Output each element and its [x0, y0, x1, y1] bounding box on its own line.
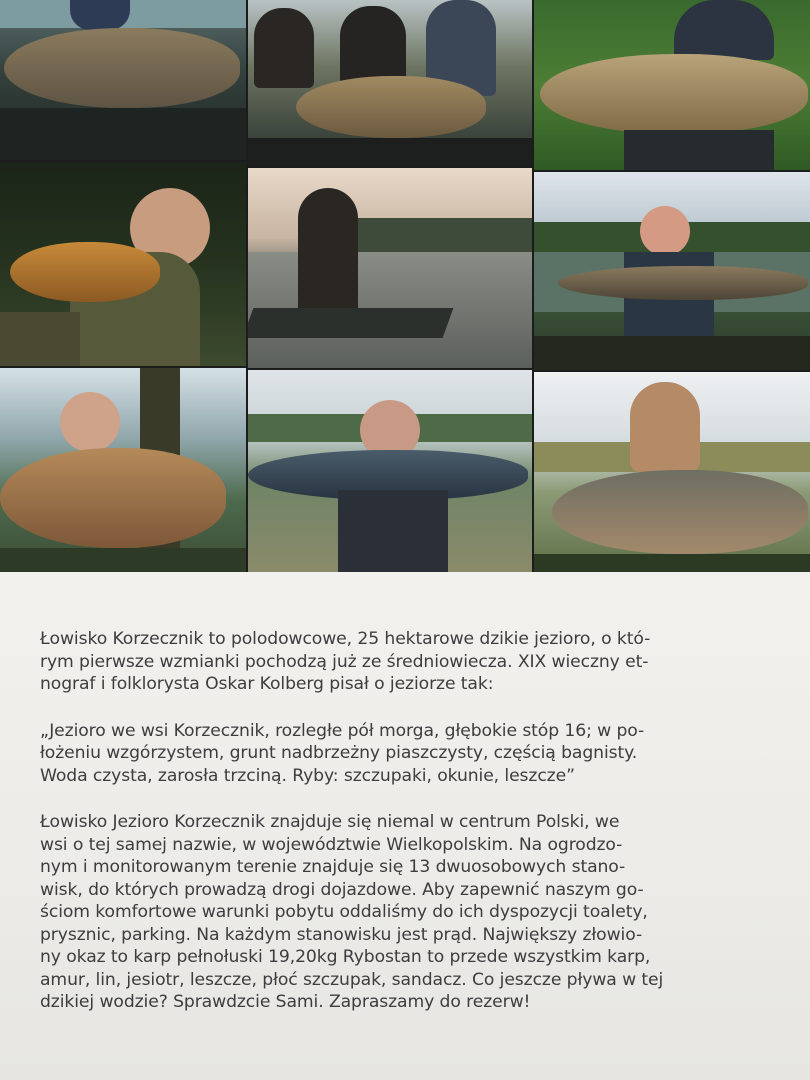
intro-paragraph [40, 628, 782, 696]
photo-man-holding-carp-1 [0, 0, 246, 160]
intro-line: rym pierwsze wzmianki pochodzą już ze średniowiecza. XIX wieczny et- [40, 651, 649, 672]
intro-line: Łowisko Korzecznik to polodowcowe, 25 hektarowe dzikie jezioro, o któ- [40, 629, 651, 649]
description-paragraph [40, 811, 782, 1014]
photo-man-holding-long-fish [248, 370, 532, 572]
quote-line: Woda czysta, zarosła trzciną. Ryby: szczupaki, okunie, leszcze” [40, 765, 575, 786]
photo-three-men-with-carp [248, 0, 532, 166]
kolberg-quote [40, 720, 782, 788]
photo-man-holding-sturgeon [534, 172, 810, 370]
photo-girl-holding-carp [534, 372, 810, 572]
description-line: ny okaz to karp pełnołuski 19,20kg Rybostan to przede wszystkim karp, [40, 947, 651, 967]
text-panel [0, 572, 810, 1080]
photo-man-with-large-carp [0, 368, 246, 572]
description-line: Łowisko Jezioro Korzecznik znajduje się niemal w centrum Polski, we [40, 812, 620, 832]
quote-line: łożeniu wzgórzystem, grunt nadbrzeżny piaszczysty, częścią bagnisty. [40, 743, 638, 763]
quote-line: „Jezioro we wsi Korzecznik, rozległe pół morga, głębokie stóp 16; w po- [40, 720, 645, 741]
description-line: prysznic, parking. Na każdym stanowisku jest prąd. Największy złowio- [40, 924, 643, 945]
photo-woman-on-lake-pier [248, 168, 532, 368]
intro-line: nograf i folklorysta Oskar Kolberg pisał o jeziorze tak: [40, 674, 494, 694]
description-line: nym i monitorowanym terenie znajduje się 13 dwuosobowych stano- [40, 857, 626, 877]
description-line: dzikiej wodzie? Sprawdzcie Sami. Zapraszamy do rezerw! [40, 992, 531, 1012]
photo-man-with-glasses-carp [534, 0, 810, 170]
description-line: amur, lin, jesiotr, leszcze, płoć szczupak, sandacz. Co jeszcze pływa w tej [40, 969, 664, 990]
description-line: wsi o tej samej nazwie, w województwie Wielkopolskim. Na ogrodzo- [40, 834, 623, 855]
description-line: wisk, do których prowadzą drogi dojazdowe. Aby zapewnić naszym go- [40, 879, 644, 900]
photo-soldier-with-carp [0, 162, 246, 366]
description-line: ściom komfortowe warunki pobytu oddaliśmy do ich dyspozycji toalety, [40, 902, 648, 922]
